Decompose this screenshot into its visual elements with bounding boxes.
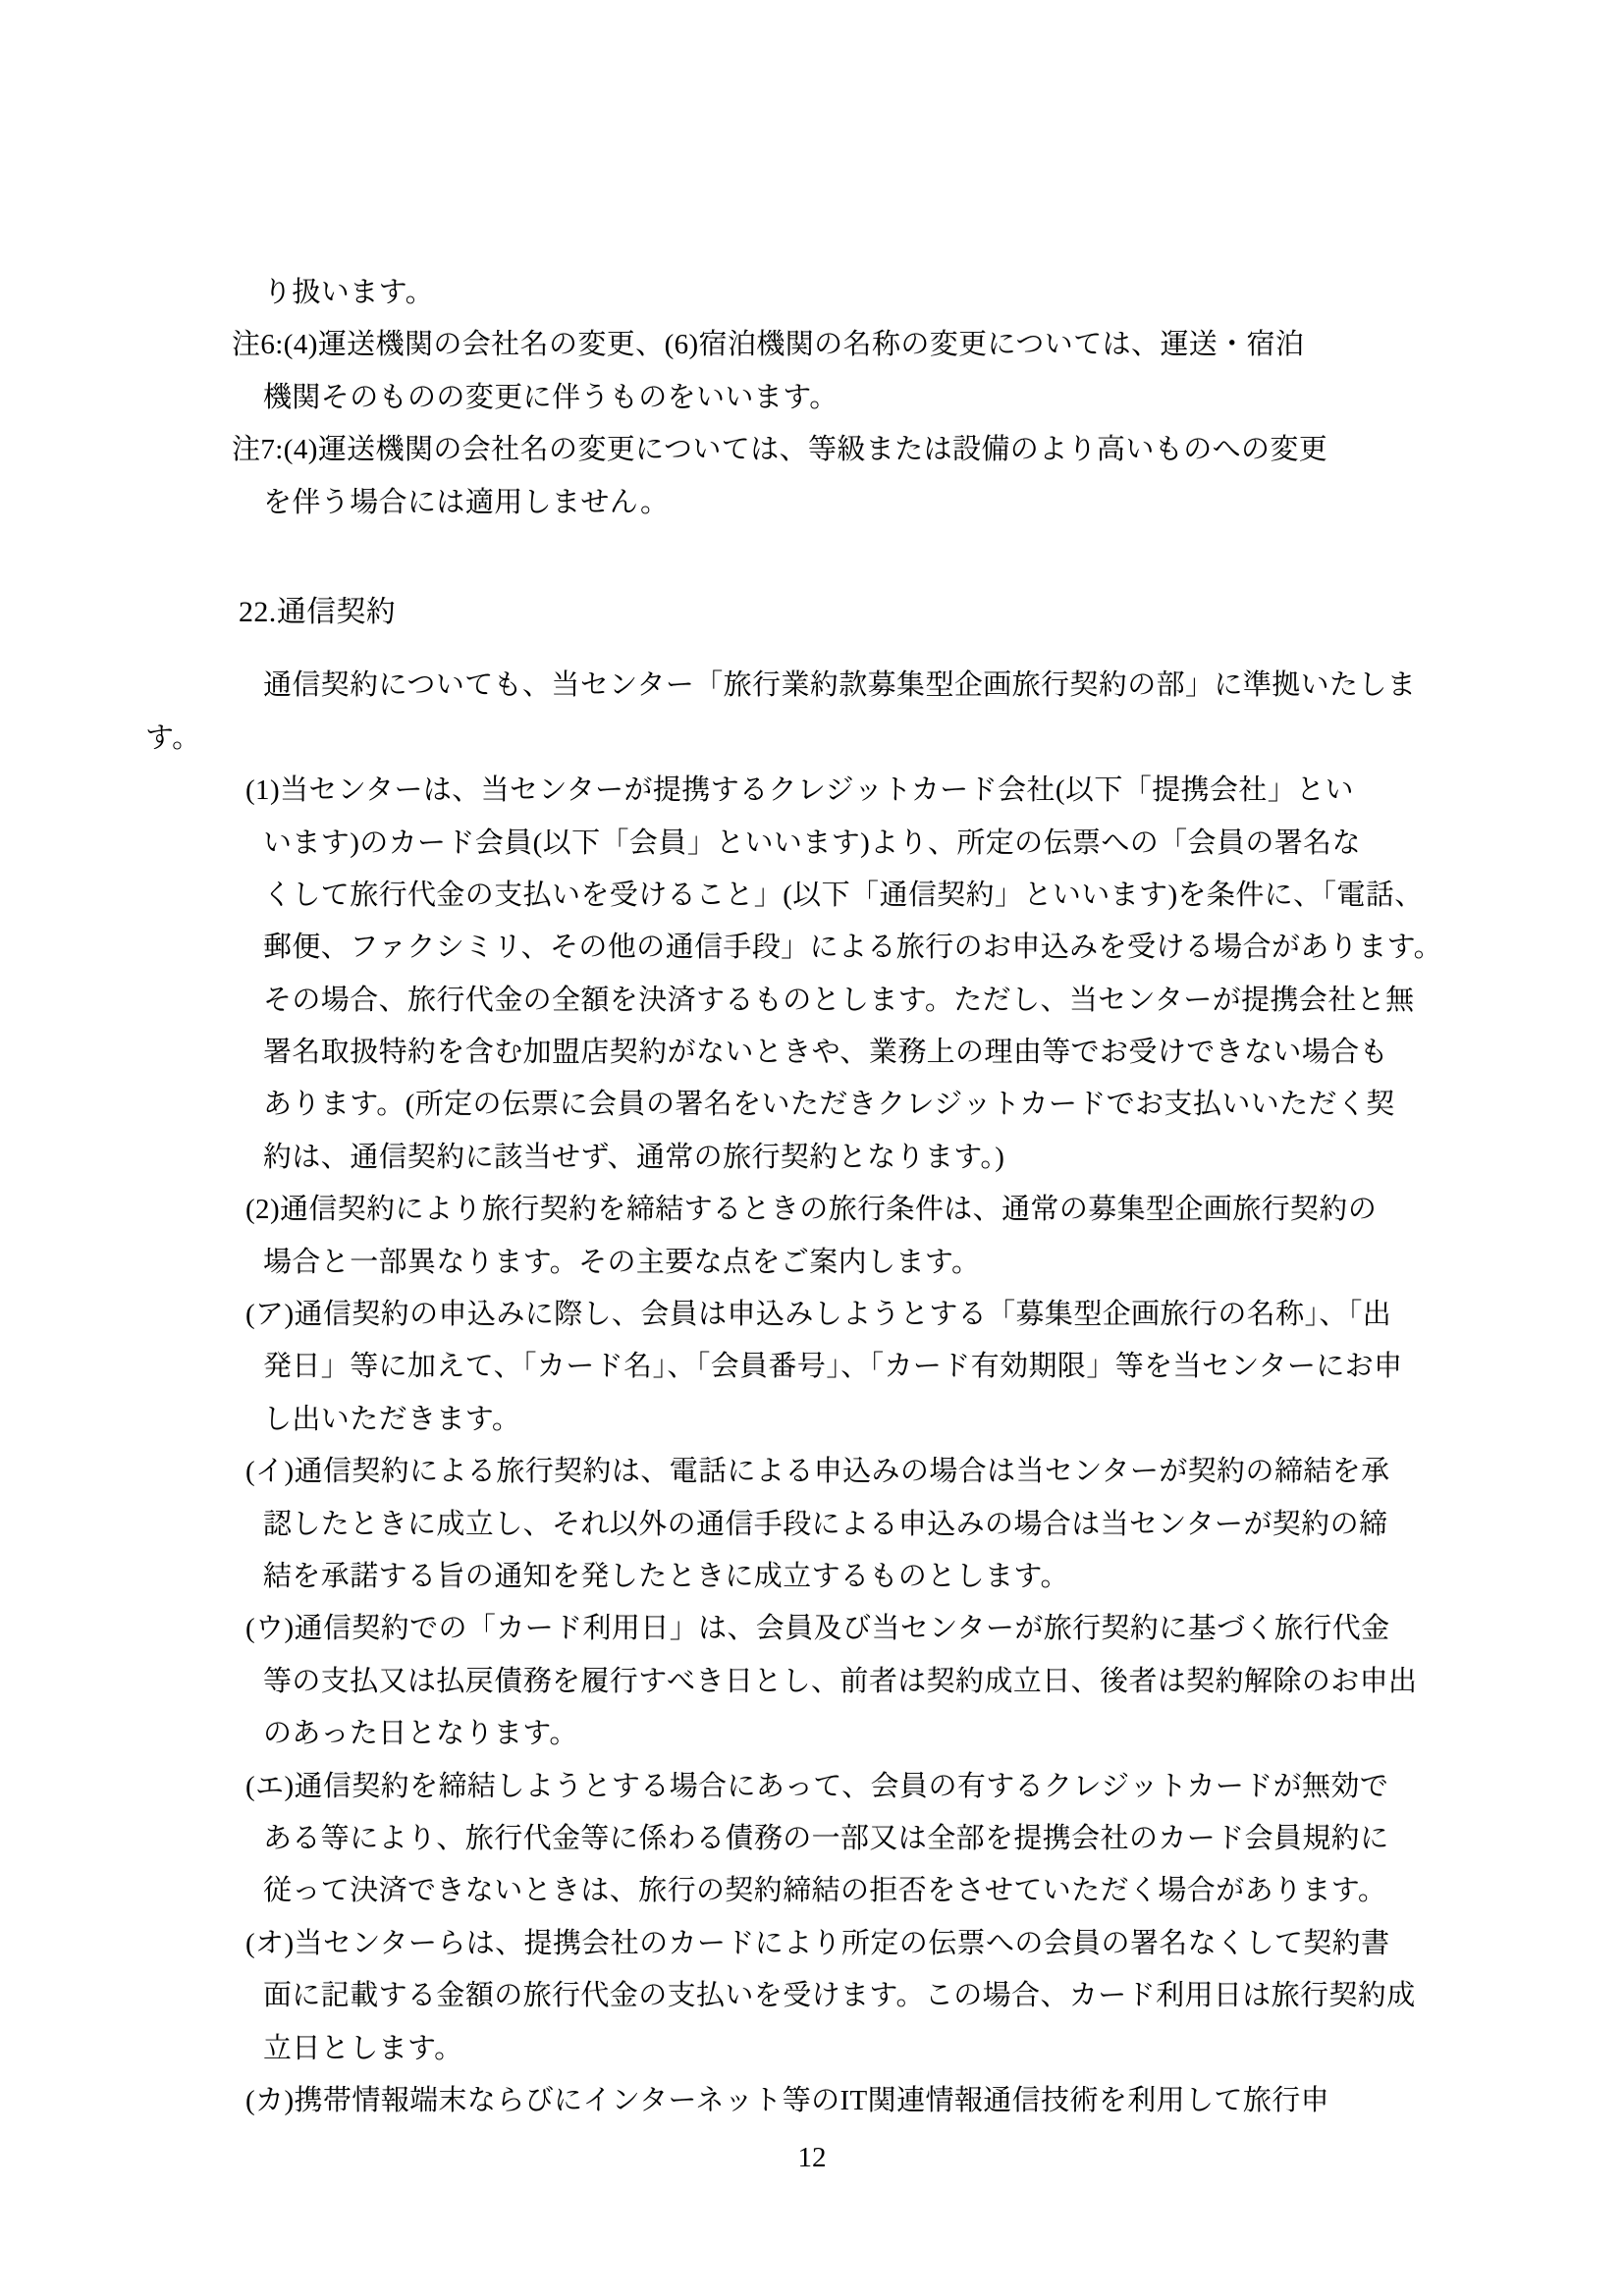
item-e-line: (エ)通信契約を締結しようとする場合にあって、会員の有するクレジットカードが無効で [245,1770,1389,1802]
item-o-line: (オ)当センターらは、提携会社のカードにより所定の伝票への会員の署名なくして契約書 [245,1927,1390,1959]
item-a-line: し出いただきます。 [263,1403,521,1435]
item1-line: あります。(所定の伝票に会員の署名をいただきクレジットカードでお支払いいただく契 [263,1089,1395,1121]
document-text-block [145,267,1461,2127]
page-number: 12 [797,2142,827,2173]
note-carryover-line: り扱います。 [263,277,435,308]
item-o-line: 立日とします。 [263,2032,463,2064]
item-a-line: (ア)通信契約の申込みに際し、会員は申込みしようとする「募集型企画旅行の名称」、「出 [245,1299,1392,1331]
item-i-line: 結を承諾する旨の通知を発したときに成立するものとします。 [263,1560,1069,1592]
item-u-line: (ウ)通信契約での「カード利用日」は、会員及び当センターが旅行契約に基づく旅行代金 [245,1613,1390,1645]
item-e-line: 従って決済できないときは、旅行の契約締結の拒否をさせていただく場合があります。 [263,1875,1387,1907]
item-u-line: のあった日となります。 [263,1718,578,1750]
note7-line-1: 注7:(4)運送機関の会社名の変更については、等級または設備のより高いものへの変更 [232,434,1328,466]
section-heading: 22.通信契約 [239,595,397,628]
intro-line-1: 通信契約についても、当センター「旅行業約款募集型企画旅行契約の部」に準拠いたしま [263,669,1417,702]
item2-line: (2)通信契約により旅行契約を締結するときの旅行条件は、通常の募集型企画旅行契約の [245,1194,1378,1226]
item-i-line: 認したときに成立し、それ以外の通信手段による申込みの場合は当センターが契約の締 [263,1508,1388,1540]
item-i-line: (イ)通信契約による旅行契約は、電話による申込みの場合は当センターが契約の締結を承 [245,1456,1390,1488]
item1-line: 郵便、ファクシミリ、その他の通信手段」による旅行のお申込みを受ける場合があります。 [263,932,1443,964]
item1-line: (1)当センターは、当センターが提携するクレジットカード会社(以下「提携会社」とい [245,774,1354,807]
item2-line: 場合と一部異なります。その主要な点をご案内します。 [263,1246,981,1278]
item1-line: くして旅行代金の支払いを受けること」(以下「通信契約」といいます)を条件に、「電話、 [263,879,1424,911]
item-o-line: 面に記載する金額の旅行代金の支払いを受けます。この場合、カード利用日は旅行契約成 [263,1980,1416,2012]
item1-line: 約は、通信契約に該当せず、通常の旅行契約となります。) [263,1141,1005,1173]
item-u-line: 等の支払又は払戻債務を履行すべき日とし、前者は契約成立日、後者は契約解除のお申出 [263,1665,1418,1697]
item1-line: 署名取扱特約を含む加盟店契約がないときや、業務上の理由等でお受けできない場合も [263,1037,1389,1069]
intro-line-2: す。 [145,721,201,754]
note6-line-1: 注6:(4)運送機関の会社名の変更、(6)宿泊機関の名称の変更については、運送・宿泊 [232,329,1305,361]
item-ka-line: (カ)携帯情報端末ならびにインターネット等のIT関連情報通信技術を利用して旅行申 [245,2084,1330,2116]
note7-line-2: を伴う場合には適用しません。 [263,486,670,518]
item-e-line: ある等により、旅行代金等に係わる債務の一部又は全部を提携会社のカード会員規約に [263,1822,1389,1854]
note6-line-2: 機関そのものの変更に伴うものをいいます。 [263,381,839,413]
item1-line: その場合、旅行代金の全額を決済するものとします。ただし、当センターが提携会社と無 [263,984,1415,1016]
item-a-line: 発日」等に加えて、「カード名」、「会員番号」、「カード有効期限」等を当センターにお申 [263,1351,1403,1383]
item1-line: います)のカード会員(以下「会員」といいます)より、所定の伝票への「会員の署名な [263,827,1361,859]
